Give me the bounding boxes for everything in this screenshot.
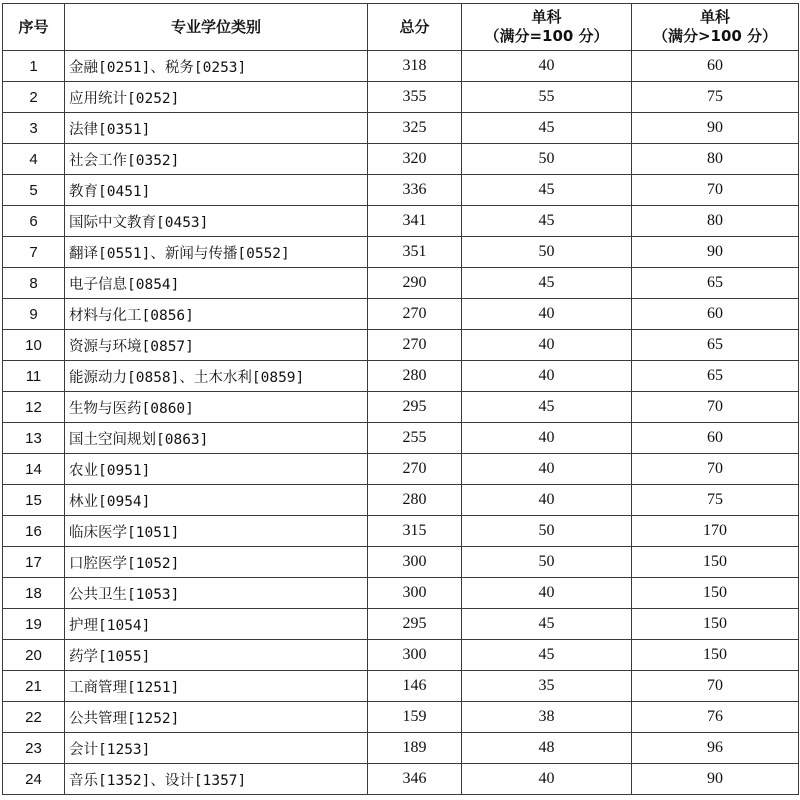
row-single-over-100-cell: 150 bbox=[632, 547, 799, 578]
row-single-full-100-cell: 45 bbox=[462, 268, 632, 299]
row-total-cell: 320 bbox=[368, 144, 462, 175]
row-single-over-100-cell: 90 bbox=[632, 237, 799, 268]
row-single-full-100-cell: 40 bbox=[462, 51, 632, 82]
row-single-full-100-cell: 45 bbox=[462, 206, 632, 237]
row-total-cell: 315 bbox=[368, 516, 462, 547]
table-row bbox=[3, 671, 799, 702]
row-total-cell: 325 bbox=[368, 113, 462, 144]
row-single-full-100-cell: 50 bbox=[462, 547, 632, 578]
row-category-cell: 护理[1054] bbox=[65, 609, 368, 640]
table-row bbox=[3, 485, 799, 516]
row-single-over-100-cell: 80 bbox=[632, 206, 799, 237]
table-row bbox=[3, 299, 799, 330]
row-single-over-100-cell: 70 bbox=[632, 671, 799, 702]
row-single-full-100-cell: 40 bbox=[462, 485, 632, 516]
row-single-over-100-cell: 75 bbox=[632, 82, 799, 113]
row-category-cell: 资源与环境[0857] bbox=[65, 330, 368, 361]
row-single-full-100-cell: 45 bbox=[462, 113, 632, 144]
row-category-cell: 材料与化工[0856] bbox=[65, 299, 368, 330]
row-category-cell: 国土空间规划[0863] bbox=[65, 423, 368, 454]
header-single-full-100 bbox=[462, 4, 632, 51]
row-total-cell: 295 bbox=[368, 609, 462, 640]
row-category-cell: 音乐[1352]、设计[1357] bbox=[65, 764, 368, 795]
row-single-over-100-cell: 80 bbox=[632, 144, 799, 175]
header-single-over-100-note: （满分>100 分） bbox=[652, 27, 778, 45]
row-index-cell: 24 bbox=[3, 764, 65, 795]
row-single-full-100-cell: 55 bbox=[462, 82, 632, 113]
table-row bbox=[3, 175, 799, 206]
row-index-cell: 7 bbox=[3, 237, 65, 268]
row-single-over-100-cell: 150 bbox=[632, 609, 799, 640]
row-total-cell: 255 bbox=[368, 423, 462, 454]
row-total-cell: 280 bbox=[368, 361, 462, 392]
row-total-cell: 295 bbox=[368, 392, 462, 423]
row-index-cell: 22 bbox=[3, 702, 65, 733]
row-category-cell: 公共管理[1252] bbox=[65, 702, 368, 733]
table-row bbox=[3, 330, 799, 361]
row-total-cell: 300 bbox=[368, 578, 462, 609]
header-category: 专业学位类别 bbox=[65, 4, 368, 51]
row-total-cell: 159 bbox=[368, 702, 462, 733]
row-category-cell: 电子信息[0854] bbox=[65, 268, 368, 299]
row-index-cell: 4 bbox=[3, 144, 65, 175]
header-single-over-100 bbox=[632, 4, 799, 51]
row-single-full-100-cell: 50 bbox=[462, 516, 632, 547]
row-total-cell: 189 bbox=[368, 733, 462, 764]
row-single-over-100-cell: 96 bbox=[632, 733, 799, 764]
header-index: 序号 bbox=[3, 4, 65, 51]
row-category-cell: 农业[0951] bbox=[65, 454, 368, 485]
row-total-cell: 300 bbox=[368, 640, 462, 671]
row-single-full-100-cell: 40 bbox=[462, 299, 632, 330]
row-index-cell: 9 bbox=[3, 299, 65, 330]
row-single-full-100-cell: 45 bbox=[462, 640, 632, 671]
header-single-full-100-note: （满分=100 分） bbox=[484, 27, 609, 45]
row-single-full-100-cell: 45 bbox=[462, 392, 632, 423]
table-row bbox=[3, 144, 799, 175]
table-row bbox=[3, 640, 799, 671]
row-category-cell: 生物与医药[0860] bbox=[65, 392, 368, 423]
row-index-cell: 15 bbox=[3, 485, 65, 516]
row-single-full-100-cell: 40 bbox=[462, 578, 632, 609]
row-category-cell: 临床医学[1051] bbox=[65, 516, 368, 547]
row-total-cell: 351 bbox=[368, 237, 462, 268]
row-index-cell: 8 bbox=[3, 268, 65, 299]
row-index-cell: 10 bbox=[3, 330, 65, 361]
row-category-cell: 公共卫生[1053] bbox=[65, 578, 368, 609]
table-header-row bbox=[3, 4, 799, 51]
row-total-cell: 355 bbox=[368, 82, 462, 113]
table-body bbox=[3, 51, 799, 795]
table-row bbox=[3, 764, 799, 795]
row-index-cell: 23 bbox=[3, 733, 65, 764]
row-index-cell: 20 bbox=[3, 640, 65, 671]
table-row bbox=[3, 578, 799, 609]
row-index-cell: 18 bbox=[3, 578, 65, 609]
table-row bbox=[3, 547, 799, 578]
row-single-over-100-cell: 60 bbox=[632, 51, 799, 82]
score-table bbox=[2, 3, 799, 795]
row-single-over-100-cell: 60 bbox=[632, 299, 799, 330]
row-total-cell: 336 bbox=[368, 175, 462, 206]
row-category-cell: 药学[1055] bbox=[65, 640, 368, 671]
row-single-over-100-cell: 90 bbox=[632, 113, 799, 144]
table-row bbox=[3, 113, 799, 144]
row-single-over-100-cell: 70 bbox=[632, 392, 799, 423]
table-row bbox=[3, 51, 799, 82]
row-total-cell: 300 bbox=[368, 547, 462, 578]
row-single-full-100-cell: 35 bbox=[462, 671, 632, 702]
row-index-cell: 14 bbox=[3, 454, 65, 485]
row-single-over-100-cell: 65 bbox=[632, 268, 799, 299]
row-single-full-100-cell: 40 bbox=[462, 330, 632, 361]
row-index-cell: 11 bbox=[3, 361, 65, 392]
row-index-cell: 3 bbox=[3, 113, 65, 144]
table-row bbox=[3, 237, 799, 268]
row-index-cell: 19 bbox=[3, 609, 65, 640]
row-single-over-100-cell: 65 bbox=[632, 361, 799, 392]
row-single-over-100-cell: 90 bbox=[632, 764, 799, 795]
table-row bbox=[3, 423, 799, 454]
table-row bbox=[3, 609, 799, 640]
table-row bbox=[3, 733, 799, 764]
table-row bbox=[3, 702, 799, 733]
row-category-cell: 金融[0251]、税务[0253] bbox=[65, 51, 368, 82]
row-total-cell: 346 bbox=[368, 764, 462, 795]
row-total-cell: 146 bbox=[368, 671, 462, 702]
row-total-cell: 270 bbox=[368, 330, 462, 361]
header-single-full-100-title: 单科 bbox=[531, 8, 562, 26]
row-single-full-100-cell: 50 bbox=[462, 144, 632, 175]
row-category-cell: 法律[0351] bbox=[65, 113, 368, 144]
row-single-over-100-cell: 75 bbox=[632, 485, 799, 516]
row-index-cell: 5 bbox=[3, 175, 65, 206]
table-row bbox=[3, 392, 799, 423]
row-index-cell: 13 bbox=[3, 423, 65, 454]
row-single-over-100-cell: 150 bbox=[632, 640, 799, 671]
row-single-full-100-cell: 40 bbox=[462, 454, 632, 485]
row-category-cell: 工商管理[1251] bbox=[65, 671, 368, 702]
row-total-cell: 318 bbox=[368, 51, 462, 82]
row-single-over-100-cell: 65 bbox=[632, 330, 799, 361]
row-single-over-100-cell: 70 bbox=[632, 454, 799, 485]
row-category-cell: 林业[0954] bbox=[65, 485, 368, 516]
table-row bbox=[3, 361, 799, 392]
row-single-full-100-cell: 38 bbox=[462, 702, 632, 733]
row-total-cell: 280 bbox=[368, 485, 462, 516]
row-single-full-100-cell: 40 bbox=[462, 764, 632, 795]
row-single-over-100-cell: 150 bbox=[632, 578, 799, 609]
header-total: 总分 bbox=[368, 4, 462, 51]
table-row bbox=[3, 82, 799, 113]
row-single-over-100-cell: 70 bbox=[632, 175, 799, 206]
row-category-cell: 教育[0451] bbox=[65, 175, 368, 206]
row-total-cell: 290 bbox=[368, 268, 462, 299]
row-single-full-100-cell: 40 bbox=[462, 423, 632, 454]
row-category-cell: 社会工作[0352] bbox=[65, 144, 368, 175]
row-index-cell: 21 bbox=[3, 671, 65, 702]
row-category-cell: 应用统计[0252] bbox=[65, 82, 368, 113]
row-single-full-100-cell: 45 bbox=[462, 175, 632, 206]
table-row bbox=[3, 454, 799, 485]
row-index-cell: 16 bbox=[3, 516, 65, 547]
row-index-cell: 2 bbox=[3, 82, 65, 113]
row-total-cell: 270 bbox=[368, 454, 462, 485]
table-row bbox=[3, 516, 799, 547]
row-single-over-100-cell: 170 bbox=[632, 516, 799, 547]
row-single-full-100-cell: 40 bbox=[462, 361, 632, 392]
header-single-over-100-title: 单科 bbox=[699, 8, 730, 26]
row-single-over-100-cell: 60 bbox=[632, 423, 799, 454]
row-total-cell: 270 bbox=[368, 299, 462, 330]
row-category-cell: 会计[1253] bbox=[65, 733, 368, 764]
row-index-cell: 17 bbox=[3, 547, 65, 578]
row-index-cell: 12 bbox=[3, 392, 65, 423]
row-total-cell: 341 bbox=[368, 206, 462, 237]
row-category-cell: 能源动力[0858]、土木水利[0859] bbox=[65, 361, 368, 392]
row-category-cell: 国际中文教育[0453] bbox=[65, 206, 368, 237]
row-category-cell: 翻译[0551]、新闻与传播[0552] bbox=[65, 237, 368, 268]
row-index-cell: 6 bbox=[3, 206, 65, 237]
row-single-full-100-cell: 48 bbox=[462, 733, 632, 764]
row-category-cell: 口腔医学[1052] bbox=[65, 547, 368, 578]
table-row bbox=[3, 268, 799, 299]
row-single-over-100-cell: 76 bbox=[632, 702, 799, 733]
row-index-cell: 1 bbox=[3, 51, 65, 82]
row-single-full-100-cell: 50 bbox=[462, 237, 632, 268]
row-single-full-100-cell: 45 bbox=[462, 609, 632, 640]
table-row bbox=[3, 206, 799, 237]
